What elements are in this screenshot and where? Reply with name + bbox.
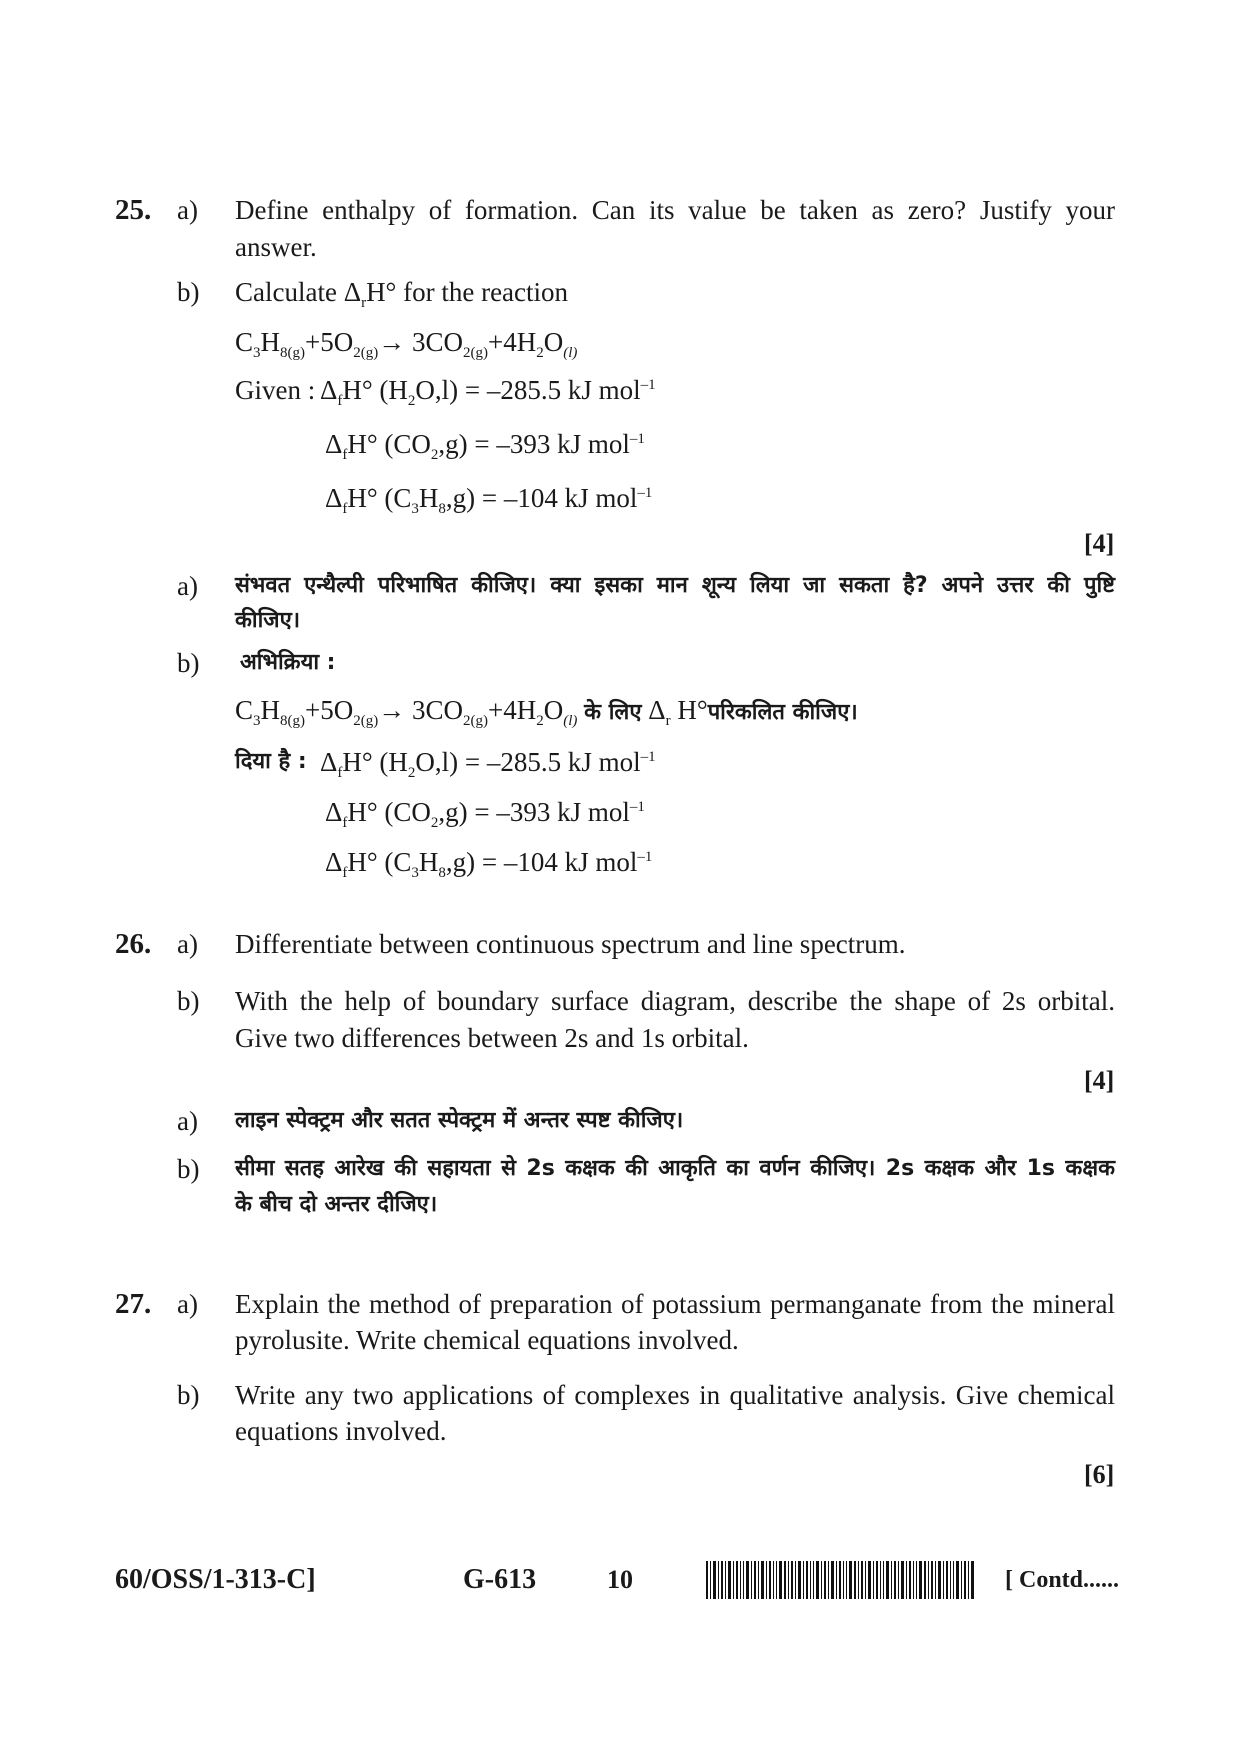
q25-hi-given-1: $\Delta_fH^\circ$ $(H_2O,l) = -285.5$ kJ mol$^{-1}$	[320, 747, 656, 781]
q27-marks: [6]	[1084, 1460, 1115, 1489]
q26-en-b-line1: With the help of boundary surface diagram, describe the shape of 2s orbital.	[235, 986, 1115, 1016]
q26-en-a-label: a)	[177, 929, 198, 959]
question-number-27: 27.	[115, 1288, 152, 1320]
q25-hi-given-label: दिया है :	[235, 749, 307, 774]
q26-marks: [4]	[1084, 1066, 1115, 1095]
q25-marks: [4]	[1084, 529, 1115, 558]
paper-code: 60/OSS/1-313-C]	[115, 1564, 316, 1595]
q27-en-a-label: a)	[177, 1289, 198, 1319]
q26-en-b-label: b)	[177, 986, 200, 1016]
q25-hi-given-2: $\Delta_fH^\circ$ $(CO_2,g) = -393$ kJ mol$^{-1}$	[325, 797, 645, 831]
q27-en-b-label: b)	[177, 1380, 200, 1410]
q25-en-given-label: Given :	[235, 375, 316, 405]
q26-en-a-line1: Differentiate between continuous spectrum and line spectrum.	[235, 929, 906, 959]
q25-en-a-line2: answer.	[235, 232, 317, 262]
question-number-25: 25.	[115, 194, 152, 226]
q27-en-a-line1: Explain the method of preparation of potassium permanganate from the mineral	[235, 1289, 1115, 1319]
q25-hi-b-label: b)	[177, 648, 200, 678]
q25-en-reaction: $C_3H_{8(g)}+5O_{2(g)}\to 3CO_{2(g)}+4H_2O_{(l)}$	[235, 327, 578, 361]
continued-label: [ Contd......	[1005, 1567, 1120, 1593]
q26-hi-b-line1: सीमा सतह आरेख की सहायता से 2s कक्षक की आकृति का वर्णन कीजिए। 2s कक्षक और 1s कक्षक	[235, 1156, 1115, 1181]
q25-hi-given-3: $\Delta_fH^\circ$ $(C_3H_8,g) = -104$ kJ mol$^{-1}$	[325, 847, 653, 881]
q25-en-a-label: a)	[177, 195, 198, 225]
question-number-26: 26.	[115, 928, 152, 960]
q25-hi-reaction: $C_3H_{8(g)}+5O_{2(g)}\to 3CO_{2(g)}+4H_2O_{(l)}$ के लिए $\Delta_r$ H°परिकलित कीजिए।	[235, 695, 858, 729]
page-number: 10	[607, 1565, 633, 1594]
q27-en-b-line2: equations involved.	[235, 1416, 447, 1446]
q26-en-b-line2: Give two differences between 2s and 1s orbital.	[235, 1023, 749, 1053]
q25-hi-a-line2: कीजिए।	[235, 608, 301, 633]
q25-hi-a-line1: संभवत एन्थैल्पी परिभाषित कीजिए। क्या इसका मान शून्य लिया जा सकता है? अपने उत्तर की पुष्टि	[235, 573, 1115, 598]
series-code: G-613	[463, 1564, 537, 1595]
q25-en-given-2: $\Delta_fH^\circ$ $(CO_2,g) = -393$ kJ mol$^{-1}$	[325, 429, 645, 463]
q27-en-a-line2: pyrolusite. Write chemical equations involved.	[235, 1325, 739, 1355]
q25-en-a-line1: Define enthalpy of formation. Can its value be taken as zero? Justify your	[235, 195, 1115, 225]
q26-hi-a-line1: लाइन स्पेक्ट्रम और सतत स्पेक्ट्रम में अन्तर स्पष्ट कीजिए।	[235, 1108, 684, 1133]
q26-hi-b-line2: के बीच दो अन्तर दीजिए।	[235, 1192, 438, 1217]
q26-hi-a-label: a)	[177, 1106, 198, 1136]
q25-en-b-calc: Calculate $\Delta_rH^\circ$ for the reaction	[235, 277, 569, 311]
q25-hi-a-label: a)	[177, 571, 198, 601]
q25-en-given-1: $\Delta_fH^\circ$ $(H_2O,l) = -285.5$ kJ mol$^{-1}$	[320, 375, 656, 409]
q25-en-given-3: $\Delta_fH^\circ$ $(C_3H_8,g) = -104$ kJ mol$^{-1}$	[325, 483, 653, 517]
q25-en-b-label: b)	[177, 277, 200, 307]
barcode	[706, 1561, 976, 1599]
q26-hi-b-label: b)	[177, 1154, 200, 1184]
q25-hi-b-line1: अभिक्रिया :	[240, 650, 336, 675]
q27-en-b-line1: Write any two applications of complexes in qualitative analysis. Give chemical	[235, 1380, 1115, 1410]
